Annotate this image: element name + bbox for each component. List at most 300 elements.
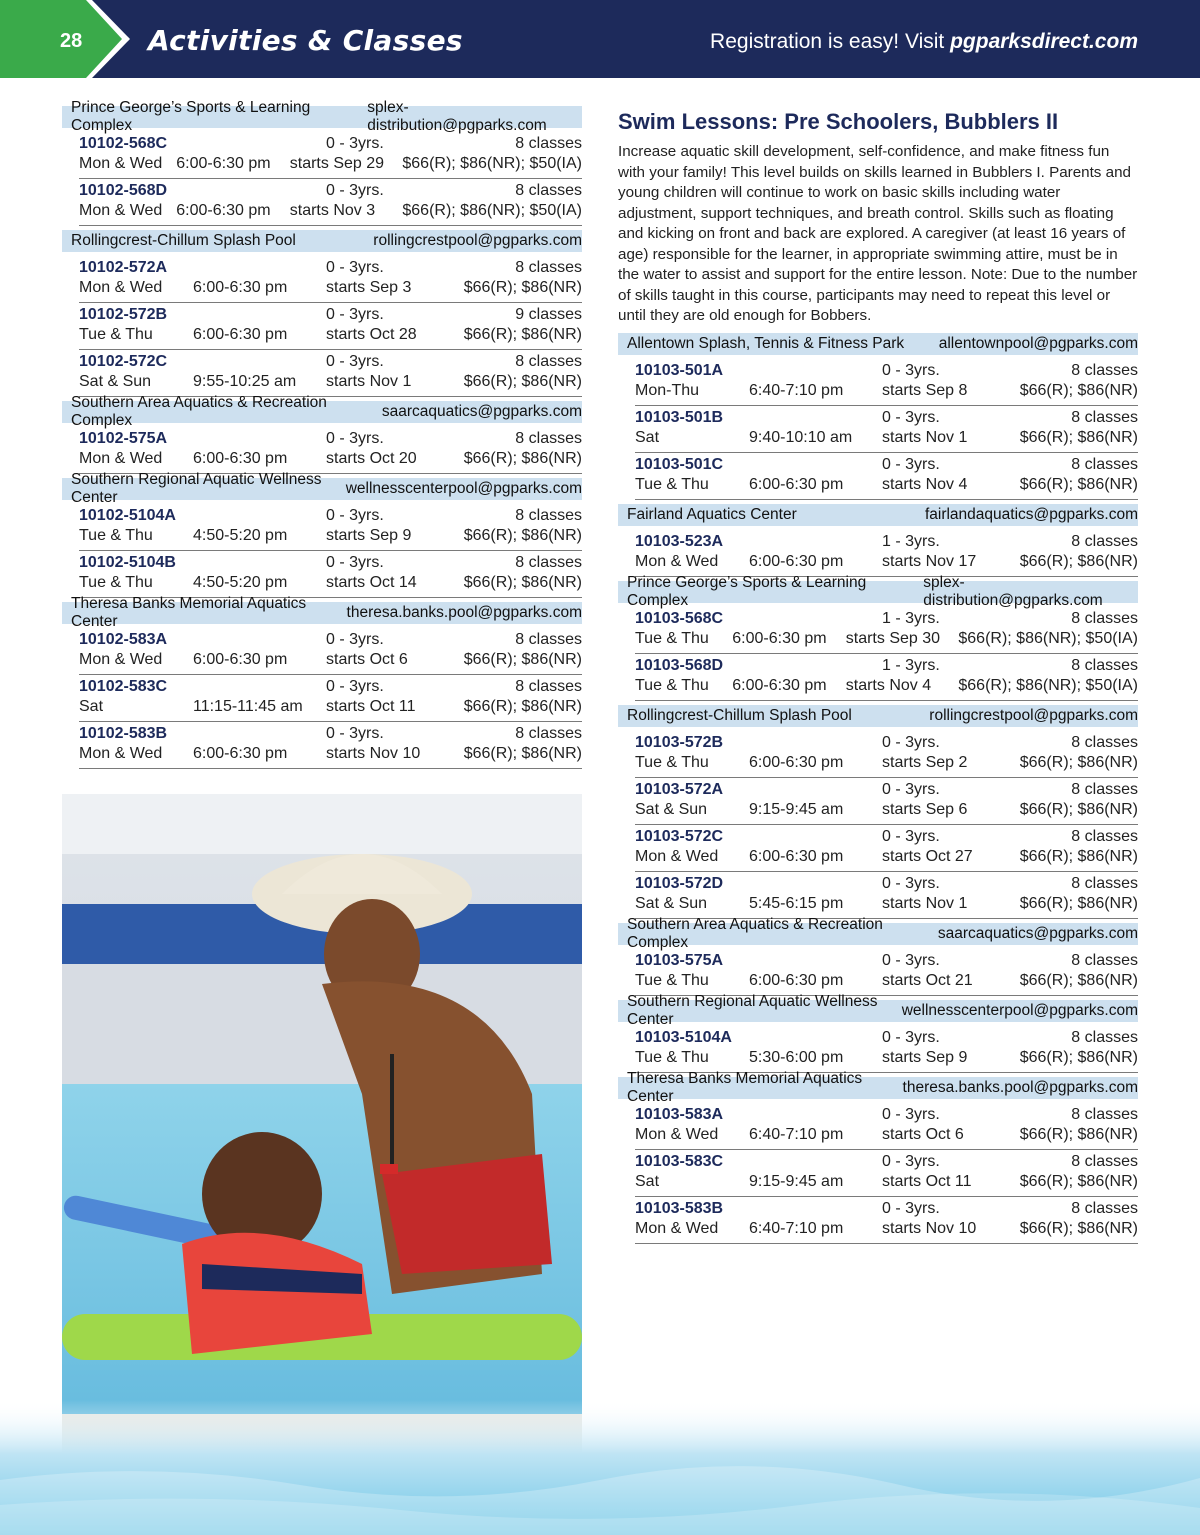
location-email-link[interactable]: wellnesscenterpool@pgparks.com bbox=[345, 480, 582, 497]
class-count: 8 classes bbox=[515, 259, 582, 276]
right-sections bbox=[618, 333, 1138, 1244]
location-email-link[interactable]: rollingcrestpool@pgparks.com bbox=[929, 706, 1138, 724]
swim-lesson-photo bbox=[62, 794, 582, 1482]
class-row-top bbox=[635, 1199, 1138, 1219]
class-start-date: starts Sep 6 bbox=[882, 800, 968, 818]
class-listing bbox=[79, 551, 582, 598]
class-code: 10103-572D bbox=[635, 874, 724, 892]
class-age: 0 - 3yrs. bbox=[882, 733, 940, 751]
class-row-bottom bbox=[79, 697, 582, 717]
class-time: 6:00-6:30 pm bbox=[749, 475, 844, 493]
class-start-date: starts Oct 21 bbox=[882, 971, 973, 989]
class-age: 0 - 3yrs. bbox=[326, 306, 384, 323]
class-listing bbox=[635, 731, 1138, 778]
location-email-link[interactable]: fairlandaquatics@pgparks.com bbox=[924, 505, 1138, 523]
location-header bbox=[618, 504, 1138, 526]
class-code: 10103-575A bbox=[635, 951, 724, 969]
class-listing bbox=[635, 530, 1138, 577]
class-count: 8 classes bbox=[1071, 1028, 1138, 1046]
location-name: Southern Area Aquatics & Recreation Complex bbox=[627, 915, 883, 951]
class-count: 8 classes bbox=[1071, 733, 1138, 751]
class-row-bottom bbox=[635, 753, 1138, 773]
location-header bbox=[62, 471, 582, 506]
class-start-date: starts Nov 4 bbox=[882, 475, 968, 493]
class-age: 0 - 3yrs. bbox=[882, 827, 940, 845]
class-row-bottom bbox=[79, 278, 582, 298]
class-count: 8 classes bbox=[1071, 532, 1138, 550]
class-code: 10102-5104A bbox=[79, 507, 176, 524]
location-header bbox=[62, 99, 582, 134]
class-start-date: starts Nov 3 bbox=[289, 202, 376, 219]
location-name: Theresa Banks Memorial Aquatics Center bbox=[627, 1069, 863, 1105]
class-row-bottom bbox=[79, 372, 582, 392]
class-days: Mon & Wed bbox=[635, 847, 719, 865]
class-row-bottom bbox=[635, 1125, 1138, 1145]
class-time: 6:40-7:10 pm bbox=[749, 381, 844, 399]
class-time: 6:00-6:30 pm bbox=[749, 847, 844, 865]
class-price: $66(R); $86(NR) bbox=[463, 373, 582, 390]
location-name: Rollingcrest-Chillum Splash Pool bbox=[627, 706, 852, 724]
class-row-top bbox=[635, 1028, 1138, 1048]
class-start-date: starts Sep 30 bbox=[845, 629, 941, 647]
class-price: $66(R); $86(NR) bbox=[1019, 552, 1138, 570]
class-start-date: starts Oct 11 bbox=[326, 698, 416, 715]
class-row-bottom bbox=[635, 552, 1138, 572]
class-time: 6:00-6:30 pm bbox=[749, 971, 844, 989]
class-price: $66(R); $86(NR) bbox=[1019, 1219, 1138, 1237]
class-listing bbox=[79, 722, 582, 769]
class-price: $66(R); $86(NR) bbox=[463, 651, 582, 668]
class-time: 5:30-6:00 pm bbox=[749, 1048, 844, 1066]
class-time: 6:00-6:30 pm bbox=[749, 552, 844, 570]
section-title: Activities & Classes bbox=[148, 24, 463, 57]
course-title: Swim Lessons: Pre Schoolers, Bubblers II bbox=[618, 109, 1059, 134]
class-start-date: starts Sep 3 bbox=[326, 279, 412, 296]
class-time: 6:00-6:30 pm bbox=[193, 326, 288, 343]
class-row-top bbox=[635, 951, 1138, 971]
class-count: 8 classes bbox=[515, 678, 582, 695]
class-code: 10102-568D bbox=[79, 182, 168, 199]
class-row-top bbox=[635, 733, 1138, 753]
class-price: $66(R); $86(NR) bbox=[1019, 381, 1138, 399]
class-start-date: starts Nov 10 bbox=[326, 745, 421, 762]
class-price: $66(R); $86(NR); $50(IA) bbox=[958, 676, 1138, 694]
class-code: 10103-572B bbox=[635, 733, 724, 751]
class-code: 10102-5104B bbox=[79, 554, 176, 571]
class-row-top bbox=[635, 1105, 1138, 1125]
class-time: 9:15-9:45 am bbox=[749, 1172, 844, 1190]
class-row-bottom bbox=[635, 1048, 1138, 1068]
class-start-date: starts Oct 20 bbox=[326, 450, 417, 467]
class-count: 8 classes bbox=[1071, 408, 1138, 426]
class-start-date: starts Sep 29 bbox=[289, 155, 385, 172]
class-price: $66(R); $86(NR); $50(IA) bbox=[402, 155, 582, 172]
class-count: 8 classes bbox=[1071, 455, 1138, 473]
class-price: $66(R); $86(NR); $50(IA) bbox=[402, 202, 582, 219]
class-time: 6:00-6:30 pm bbox=[176, 155, 271, 172]
class-row-bottom bbox=[635, 1172, 1138, 1192]
class-code: 10103-501C bbox=[635, 455, 724, 473]
class-row-top bbox=[635, 656, 1138, 676]
class-code: 10102-572B bbox=[79, 306, 168, 323]
class-price: $66(R); $86(NR) bbox=[1019, 1125, 1138, 1143]
class-time: 6:00-6:30 pm bbox=[193, 651, 288, 668]
class-row-bottom bbox=[635, 1219, 1138, 1239]
class-row-bottom bbox=[635, 475, 1138, 495]
class-listing bbox=[79, 256, 582, 303]
location-email-link[interactable]: saarcaquatics@pgparks.com bbox=[937, 924, 1138, 942]
class-price: $66(R); $86(NR) bbox=[463, 326, 582, 343]
class-row-top bbox=[79, 724, 582, 744]
class-code: 10103-501A bbox=[635, 361, 724, 379]
class-age: 0 - 3yrs. bbox=[882, 1105, 940, 1123]
class-row-top bbox=[79, 352, 582, 372]
class-days: Sat bbox=[635, 1172, 660, 1190]
class-days: Sat & Sun bbox=[79, 373, 152, 390]
class-age: 0 - 3yrs. bbox=[326, 631, 384, 648]
location-header bbox=[618, 915, 1138, 951]
class-code: 10103-501B bbox=[635, 408, 724, 426]
location-name: Southern Area Aquatics & Recreation Complex bbox=[71, 394, 327, 429]
class-row-bottom bbox=[635, 971, 1138, 991]
class-row-top bbox=[79, 630, 582, 650]
class-row-top bbox=[79, 677, 582, 697]
class-age: 0 - 3yrs. bbox=[326, 353, 384, 370]
class-price: $66(R); $86(NR) bbox=[1019, 971, 1138, 989]
class-count: 8 classes bbox=[1071, 361, 1138, 379]
class-days: Tue & Thu bbox=[635, 676, 709, 694]
class-row-top bbox=[635, 780, 1138, 800]
class-days: Sat & Sun bbox=[635, 894, 708, 912]
class-code: 10103-523A bbox=[635, 532, 724, 550]
class-days: Sat bbox=[635, 428, 660, 446]
class-code: 10103-583C bbox=[635, 1152, 724, 1170]
class-days: Tue & Thu bbox=[635, 629, 709, 647]
class-start-date: starts Nov 17 bbox=[882, 552, 977, 570]
class-age: 0 - 3yrs. bbox=[882, 408, 940, 426]
class-days: Sat bbox=[79, 698, 104, 715]
location-email-link[interactable]: theresa.banks.pool@pgparks.com bbox=[346, 604, 582, 621]
class-age: 0 - 3yrs. bbox=[326, 725, 384, 742]
location-name: Allentown Splash, Tennis & Fitness Park bbox=[627, 334, 905, 352]
class-row-top bbox=[79, 553, 582, 573]
class-row-top bbox=[79, 181, 582, 201]
class-listing bbox=[79, 675, 582, 722]
class-code: 10103-5104A bbox=[635, 1028, 732, 1046]
class-start-date: starts Oct 14 bbox=[326, 574, 417, 591]
class-row-bottom bbox=[79, 325, 582, 345]
class-start-date: starts Sep 2 bbox=[882, 753, 968, 771]
class-time: 4:50-5:20 pm bbox=[193, 527, 288, 544]
class-row-bottom bbox=[79, 744, 582, 764]
class-time: 6:40-7:10 pm bbox=[749, 1219, 844, 1237]
class-listing bbox=[635, 654, 1138, 701]
class-listing bbox=[635, 872, 1138, 919]
class-start-date: starts Sep 8 bbox=[882, 381, 968, 399]
class-days: Sat & Sun bbox=[635, 800, 708, 818]
class-age: 0 - 3yrs. bbox=[326, 678, 384, 695]
class-time: 6:00-6:30 pm bbox=[193, 279, 288, 296]
class-age: 0 - 3yrs. bbox=[882, 1152, 940, 1170]
class-start-date: starts Nov 1 bbox=[882, 428, 968, 446]
class-row-top bbox=[635, 361, 1138, 381]
location-header bbox=[618, 333, 1138, 355]
location-email-link[interactable]: allentownpool@pgparks.com bbox=[938, 334, 1138, 352]
class-listing bbox=[635, 406, 1138, 453]
class-age: 0 - 3yrs. bbox=[326, 259, 384, 276]
location-name: Prince George’s Sports & Learning Complex bbox=[71, 99, 311, 134]
page-number: 28 bbox=[60, 30, 83, 52]
class-code: 10102-572C bbox=[79, 353, 168, 370]
class-time: 6:00-6:30 pm bbox=[749, 753, 844, 771]
class-listing bbox=[635, 359, 1138, 406]
class-listing bbox=[79, 132, 582, 179]
class-row-bottom bbox=[635, 847, 1138, 867]
class-row-bottom bbox=[635, 894, 1138, 914]
class-time: 9:40-10:10 am bbox=[749, 428, 853, 446]
class-age: 0 - 3yrs. bbox=[882, 874, 940, 892]
class-code: 10102-575A bbox=[79, 430, 168, 447]
class-days: Mon & Wed bbox=[79, 745, 163, 762]
class-start-date: starts Sep 9 bbox=[326, 527, 412, 544]
class-row-bottom bbox=[635, 381, 1138, 401]
class-code: 10103-568C bbox=[635, 609, 724, 627]
class-days: Tue & Thu bbox=[635, 475, 709, 493]
right-column bbox=[618, 108, 1138, 1248]
class-row-top bbox=[79, 258, 582, 278]
class-count: 8 classes bbox=[1071, 827, 1138, 845]
class-start-date: starts Oct 6 bbox=[326, 651, 408, 668]
class-count: 8 classes bbox=[1071, 1199, 1138, 1217]
class-code: 10102-583B bbox=[79, 725, 168, 742]
class-listing bbox=[635, 1103, 1138, 1150]
class-days: Tue & Thu bbox=[635, 753, 709, 771]
class-time: 6:00-6:30 pm bbox=[732, 676, 827, 694]
class-listing bbox=[635, 778, 1138, 825]
class-price: $66(R); $86(NR) bbox=[1019, 1048, 1138, 1066]
class-start-date: starts Oct 6 bbox=[882, 1125, 964, 1143]
class-age: 0 - 3yrs. bbox=[326, 554, 384, 571]
class-row-top bbox=[635, 1152, 1138, 1172]
class-age: 1 - 3yrs. bbox=[882, 609, 940, 627]
class-price: $66(R); $86(NR) bbox=[463, 698, 582, 715]
class-time: 6:00-6:30 pm bbox=[176, 202, 271, 219]
class-row-top bbox=[635, 827, 1138, 847]
class-start-date: starts Nov 4 bbox=[845, 676, 932, 694]
location-name: Prince George’s Sports & Learning Complex bbox=[627, 573, 867, 609]
registration-note bbox=[710, 30, 1138, 54]
class-listing bbox=[79, 628, 582, 675]
location-email-link[interactable]: saarcaquatics@pgparks.com bbox=[381, 403, 582, 420]
class-count: 8 classes bbox=[515, 631, 582, 648]
class-listing bbox=[635, 453, 1138, 500]
class-price: $66(R); $86(NR) bbox=[1019, 800, 1138, 818]
location-header bbox=[618, 992, 1138, 1028]
class-time: 6:00-6:30 pm bbox=[193, 450, 288, 467]
class-time: 6:00-6:30 pm bbox=[193, 745, 288, 762]
class-code: 10102-568C bbox=[79, 135, 168, 152]
class-days: Mon & Wed bbox=[79, 450, 163, 467]
class-listing bbox=[635, 825, 1138, 872]
class-age: 0 - 3yrs. bbox=[326, 430, 384, 447]
class-price: $66(R); $86(NR) bbox=[463, 279, 582, 296]
class-days: Mon & Wed bbox=[79, 202, 163, 219]
location-header bbox=[618, 1069, 1138, 1105]
class-row-bottom bbox=[635, 800, 1138, 820]
class-time: 9:15-9:45 am bbox=[749, 800, 844, 818]
swim-lesson-illustration bbox=[62, 794, 582, 1482]
class-row-top bbox=[635, 532, 1138, 552]
class-code: 10103-583B bbox=[635, 1199, 724, 1217]
class-code: 10103-583A bbox=[635, 1105, 724, 1123]
class-time: 6:40-7:10 pm bbox=[749, 1125, 844, 1143]
class-start-date: starts Nov 10 bbox=[882, 1219, 977, 1237]
class-age: 0 - 3yrs. bbox=[882, 361, 940, 379]
class-price: $66(R); $86(NR) bbox=[1019, 428, 1138, 446]
class-row-bottom bbox=[79, 573, 582, 593]
class-time: 9:55-10:25 am bbox=[193, 373, 297, 390]
class-listing bbox=[635, 1026, 1138, 1073]
location-header bbox=[62, 394, 582, 429]
class-count: 8 classes bbox=[1071, 1152, 1138, 1170]
class-code: 10103-572C bbox=[635, 827, 724, 845]
location-email-link[interactable]: splex-distribution@pgparks.com bbox=[367, 99, 547, 134]
class-row-top bbox=[79, 305, 582, 325]
class-count: 8 classes bbox=[1071, 780, 1138, 798]
class-listing bbox=[79, 427, 582, 474]
class-row-bottom bbox=[635, 428, 1138, 448]
class-count: 8 classes bbox=[1071, 609, 1138, 627]
class-code: 10102-583A bbox=[79, 631, 168, 648]
location-email-link[interactable]: wellnesscenterpool@pgparks.com bbox=[901, 1001, 1138, 1019]
class-listing bbox=[635, 949, 1138, 996]
class-time: 4:50-5:20 pm bbox=[193, 574, 288, 591]
class-listing bbox=[635, 1197, 1138, 1244]
class-row-bottom bbox=[635, 676, 1138, 696]
class-age: 0 - 3yrs. bbox=[326, 135, 384, 152]
class-time: 6:00-6:30 pm bbox=[732, 629, 827, 647]
class-price: $66(R); $86(NR) bbox=[463, 527, 582, 544]
page-header bbox=[0, 0, 1200, 78]
class-days: Mon & Wed bbox=[635, 1219, 719, 1237]
class-count: 8 classes bbox=[515, 554, 582, 571]
class-price: $66(R); $86(NR) bbox=[1019, 847, 1138, 865]
class-age: 0 - 3yrs. bbox=[882, 780, 940, 798]
class-count: 8 classes bbox=[1071, 874, 1138, 892]
class-days: Tue & Thu bbox=[79, 527, 153, 544]
class-days: Mon & Wed bbox=[79, 279, 163, 296]
class-row-top bbox=[635, 874, 1138, 894]
class-age: 0 - 3yrs. bbox=[882, 1199, 940, 1217]
class-price: $66(R); $86(NR) bbox=[463, 745, 582, 762]
class-days: Mon & Wed bbox=[79, 155, 163, 172]
class-row-top bbox=[635, 609, 1138, 629]
left-column bbox=[62, 99, 582, 773]
class-code: 10103-572A bbox=[635, 780, 724, 798]
class-price: $66(R); $86(NR) bbox=[1019, 475, 1138, 493]
class-count: 8 classes bbox=[515, 430, 582, 447]
class-days: Mon & Wed bbox=[635, 552, 719, 570]
course-description: Increase aquatic skill development, self-confidence, and make fitness fun with your family! This level builds on skills learned in Bubblers I. Parents and young children will continue to work on basic skills including water adjustment, support techniques, and breath control. Skills such as floating and kicking on front and back are explored. A caregiver (at least 16 years of age) responsible for the learner, in appropriate swimming attire, must be in the water to assist and support for the entire lesson. Note: Due to the number of skills taught in this course, participants may need to repeat this level or until they are old enough for Bobbers. bbox=[618, 143, 1138, 324]
location-name: Southern Regional Aquatic Wellness Center bbox=[627, 992, 878, 1028]
class-days: Mon-Thu bbox=[635, 381, 700, 399]
class-start-date: starts Oct 11 bbox=[882, 1172, 972, 1190]
class-code: 10102-572A bbox=[79, 259, 168, 276]
class-row-top bbox=[79, 429, 582, 449]
class-days: Mon & Wed bbox=[635, 1125, 719, 1143]
class-code: 10103-568D bbox=[635, 656, 724, 674]
location-email-link[interactable]: theresa.banks.pool@pgparks.com bbox=[902, 1078, 1138, 1096]
class-count: 8 classes bbox=[515, 507, 582, 524]
class-price: $66(R); $86(NR); $50(IA) bbox=[958, 629, 1138, 647]
class-price: $66(R); $86(NR) bbox=[463, 450, 582, 467]
class-age: 0 - 3yrs. bbox=[326, 507, 384, 524]
class-listing bbox=[79, 504, 582, 551]
class-count: 8 classes bbox=[1071, 656, 1138, 674]
class-count: 8 classes bbox=[515, 182, 582, 199]
class-count: 8 classes bbox=[1071, 1105, 1138, 1123]
class-start-date: starts Oct 28 bbox=[326, 326, 417, 343]
location-header bbox=[618, 705, 1138, 727]
class-price: $66(R); $86(NR) bbox=[1019, 1172, 1138, 1190]
class-row-bottom bbox=[79, 201, 582, 221]
class-count: 8 classes bbox=[515, 353, 582, 370]
class-row-bottom bbox=[635, 629, 1138, 649]
location-name: Fairland Aquatics Center bbox=[627, 505, 797, 523]
class-listing bbox=[79, 350, 582, 397]
class-count: 8 classes bbox=[515, 135, 582, 152]
class-age: 0 - 3yrs. bbox=[882, 455, 940, 473]
class-listing bbox=[79, 303, 582, 350]
class-start-date: starts Nov 1 bbox=[326, 373, 412, 390]
class-time: 5:45-6:15 pm bbox=[749, 894, 844, 912]
class-days: Tue & Thu bbox=[635, 1048, 709, 1066]
class-start-date: starts Oct 27 bbox=[882, 847, 973, 865]
class-row-bottom bbox=[79, 650, 582, 670]
class-days: Tue & Thu bbox=[79, 326, 153, 343]
class-row-top bbox=[79, 134, 582, 154]
location-header bbox=[62, 230, 582, 252]
registration-url-link[interactable]: pgparksdirect.com bbox=[950, 30, 1138, 53]
class-days: Tue & Thu bbox=[79, 574, 153, 591]
class-age: 0 - 3yrs. bbox=[882, 1028, 940, 1046]
class-age: 1 - 3yrs. bbox=[882, 656, 940, 674]
class-age: 0 - 3yrs. bbox=[882, 951, 940, 969]
class-row-bottom bbox=[79, 449, 582, 469]
class-price: $66(R); $86(NR) bbox=[463, 574, 582, 591]
location-email-link[interactable]: rollingcrestpool@pgparks.com bbox=[373, 232, 582, 249]
location-header bbox=[618, 573, 1138, 609]
class-price: $66(R); $86(NR) bbox=[1019, 894, 1138, 912]
water-background bbox=[0, 1400, 1200, 1535]
location-name: Rollingcrest-Chillum Splash Pool bbox=[71, 232, 296, 249]
class-row-bottom bbox=[79, 154, 582, 174]
class-age: 0 - 3yrs. bbox=[326, 182, 384, 199]
class-row-top bbox=[635, 455, 1138, 475]
class-price: $66(R); $86(NR) bbox=[1019, 753, 1138, 771]
class-age: 1 - 3yrs. bbox=[882, 532, 940, 550]
class-days: Tue & Thu bbox=[635, 971, 709, 989]
class-row-top bbox=[635, 408, 1138, 428]
class-count: 8 classes bbox=[1071, 951, 1138, 969]
class-listing bbox=[635, 1150, 1138, 1197]
class-count: 9 classes bbox=[515, 306, 582, 323]
class-start-date: starts Sep 9 bbox=[882, 1048, 968, 1066]
location-name: Theresa Banks Memorial Aquatics Center bbox=[71, 595, 307, 630]
class-code: 10102-583C bbox=[79, 678, 168, 695]
location-email-link[interactable]: splex-distribution@pgparks.com bbox=[923, 573, 1103, 609]
class-listing bbox=[79, 179, 582, 226]
